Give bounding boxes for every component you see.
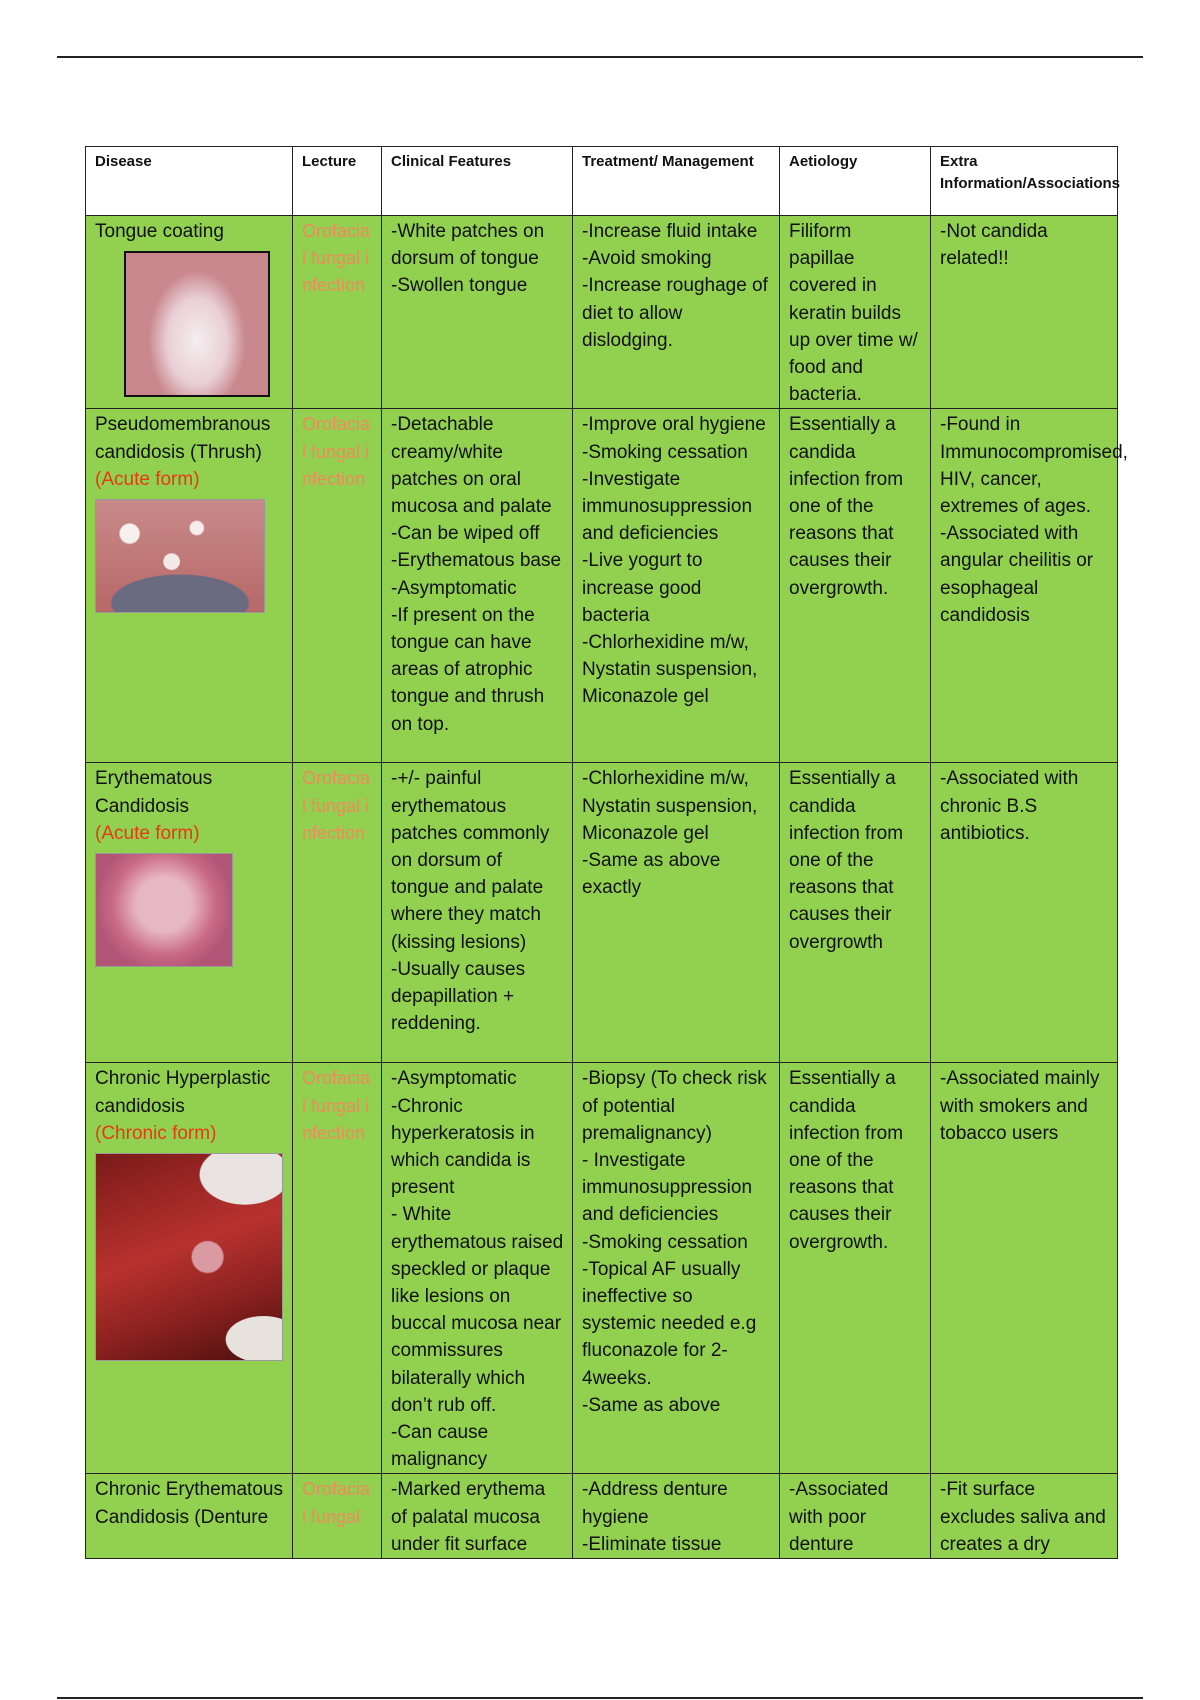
disease-cell <box>86 1474 293 1559</box>
clinical-item: -Asymptomatic <box>391 577 517 599</box>
disease-name: Chronic Hyperplastic candidosis <box>95 1068 276 1117</box>
disease-name: Chronic Erythematous Candidosis (Denture <box>95 1479 289 1528</box>
treatment-item: -Same as above <box>582 1394 721 1416</box>
table-header-row <box>86 147 1118 216</box>
clinical-item: -Marked erythema of palatal mucosa under fit surface <box>391 1479 551 1555</box>
disease-cell <box>86 216 293 409</box>
clinical-item: -If present on the tongue can have areas of atrophic tongue and thrush on top. <box>391 604 550 735</box>
aetiology-cell: Filiform papillae covered in keratin builds up over time w/ food and bacteria. <box>780 216 931 409</box>
table-row <box>86 216 1118 409</box>
treatment-item: -Address denture hygiene <box>582 1479 734 1528</box>
clinical-cell <box>382 216 573 409</box>
extra-item: -Associated with chronic B.S antibiotics. <box>940 768 1084 844</box>
disease-name: Erythematous Candidosis <box>95 768 218 817</box>
clinical-item: -+/- painful erythematous patches commonly on dorsum of tongue and palate where they match (kissing lesions) <box>391 768 555 953</box>
clinical-cell <box>382 1063 573 1474</box>
treatment-item: -Increase roughage of diet to allow dislodging. <box>582 275 774 351</box>
table-row <box>86 1063 1118 1474</box>
aetiology-cell: Essentially a candida infection from one of the reasons that causes their overgrowth. <box>780 1063 931 1474</box>
header-extra-information: Extra Information/Associations <box>931 147 1118 216</box>
extra-item: -Associated mainly with smokers and tobacco users <box>940 1068 1105 1144</box>
treatment-item: -Investigate immunosuppression and deficiencies <box>582 468 758 545</box>
clinical-item: -Swollen tongue <box>391 275 528 297</box>
lecture-cell: Orofacial fungal infection <box>293 763 382 1063</box>
treatment-item: -Increase fluid intake <box>582 221 758 242</box>
treatment-item: -Same as above exactly <box>582 850 726 899</box>
thrush-photo <box>95 499 265 613</box>
header-treatment: Treatment/ Management <box>573 147 780 216</box>
treatment-item: - Investigate immunosuppression and deficiencies <box>582 1150 758 1226</box>
disease-cell <box>86 1063 293 1474</box>
treatment-item: -Topical AF usually ineffective so systemic needed e.g fluconazole for 2-4weeks. <box>582 1258 762 1389</box>
clinical-cell <box>382 409 573 763</box>
treatment-cell <box>573 1063 780 1474</box>
treatment-cell <box>573 1474 780 1559</box>
disease-form: (Acute form) <box>95 822 200 844</box>
lecture-cell: Orofacial fungal <box>293 1474 382 1559</box>
treatment-item: -Smoking cessation <box>582 441 748 463</box>
disease-cell <box>86 409 293 763</box>
extra-cell <box>931 216 1118 409</box>
lecture-cell: Orofacial fungal infection <box>293 409 382 763</box>
treatment-item: -Smoking cessation <box>582 1231 748 1253</box>
clinical-item: -Detachable creamy/white patches on oral mucosa and palate <box>391 414 552 518</box>
footer-rule <box>57 1697 1143 1699</box>
extra-cell <box>931 1063 1118 1474</box>
aetiology-cell: Essentially a candida infection from one of the reasons that causes their overgrowth. <box>780 409 931 763</box>
treatment-item: -Improve oral hygiene <box>582 414 766 436</box>
header-aetiology: Aetiology <box>780 147 931 216</box>
aetiology-cell: -Associated with poor denture <box>780 1474 931 1559</box>
treatment-cell <box>573 409 780 763</box>
disease-name: Pseudomembranous candidosis (Thrush) <box>95 414 276 463</box>
clinical-item: -Usually causes depapillation + reddening. <box>391 958 531 1035</box>
disease-name: Tongue coating <box>95 221 224 242</box>
disease-form: (Acute form) <box>95 468 200 490</box>
clinical-cell <box>382 763 573 1063</box>
extra-item: -Fit surface excludes saliva and creates a dry <box>940 1479 1112 1555</box>
clinical-item: -Can be wiped off <box>391 523 540 545</box>
header-disease: Disease <box>86 147 293 216</box>
table-row <box>86 409 1118 763</box>
extra-cell <box>931 763 1118 1063</box>
treatment-item: -Eliminate tissue <box>582 1533 722 1555</box>
header-lecture: Lecture <box>293 147 382 216</box>
treatment-item: -Chlorhexidine m/w, Nystatin suspension, Miconazole gel <box>582 768 763 844</box>
clinical-item: -Asymptomatic <box>391 1068 517 1090</box>
lecture-cell: Orofacial fungal infection <box>293 1063 382 1474</box>
extra-item: -Not candida related!! <box>940 221 1054 270</box>
lecture-cell: Orofacial fungal infection <box>293 216 382 409</box>
disease-table <box>85 146 1134 1559</box>
treatment-item: -Chlorhexidine m/w, Nystatin suspension, Miconazole gel <box>582 632 763 708</box>
extra-item: -Associated with angular cheilitis or esophageal candidosis <box>940 523 1099 626</box>
header-clinical-features: Clinical Features <box>382 147 573 216</box>
clinical-item: -White patches on dorsum of tongue <box>391 221 550 270</box>
disease-cell <box>86 763 293 1063</box>
disease-form: (Chronic form) <box>95 1122 217 1144</box>
treatment-cell <box>573 216 780 409</box>
treatment-item: -Live yogurt to increase good bacteria <box>582 550 708 626</box>
extra-item: -Found in Immunocompromised, HIV, cancer, extremes of ages. <box>940 414 1134 518</box>
aetiology-cell: Essentially a candida infection from one of the reasons that causes their overgrowth <box>780 763 931 1063</box>
table-row <box>86 1474 1118 1559</box>
table-row <box>86 763 1118 1063</box>
tongue-coating-photo <box>124 251 270 397</box>
clinical-item: -Chronic hyperkeratosis in which candida is present <box>391 1095 540 1199</box>
treatment-item: -Biopsy (To check risk of potential premalignancy) <box>582 1068 773 1144</box>
erythematous-tongue-photo <box>95 853 233 967</box>
hyperplastic-candidosis-photo <box>95 1153 283 1361</box>
header-rule <box>57 56 1143 58</box>
clinical-cell <box>382 1474 573 1559</box>
extra-cell <box>931 409 1134 763</box>
treatment-cell <box>573 763 780 1063</box>
clinical-item: -Erythematous base <box>391 550 562 572</box>
treatment-item: -Avoid smoking <box>582 248 712 270</box>
clinical-item: - White erythematous raised speckled or plaque like lesions on buccal mucosa near commissures bilaterally which don’t rub off. <box>391 1204 569 1416</box>
clinical-item: -Can cause malignancy <box>391 1422 494 1471</box>
extra-cell <box>931 1474 1118 1559</box>
